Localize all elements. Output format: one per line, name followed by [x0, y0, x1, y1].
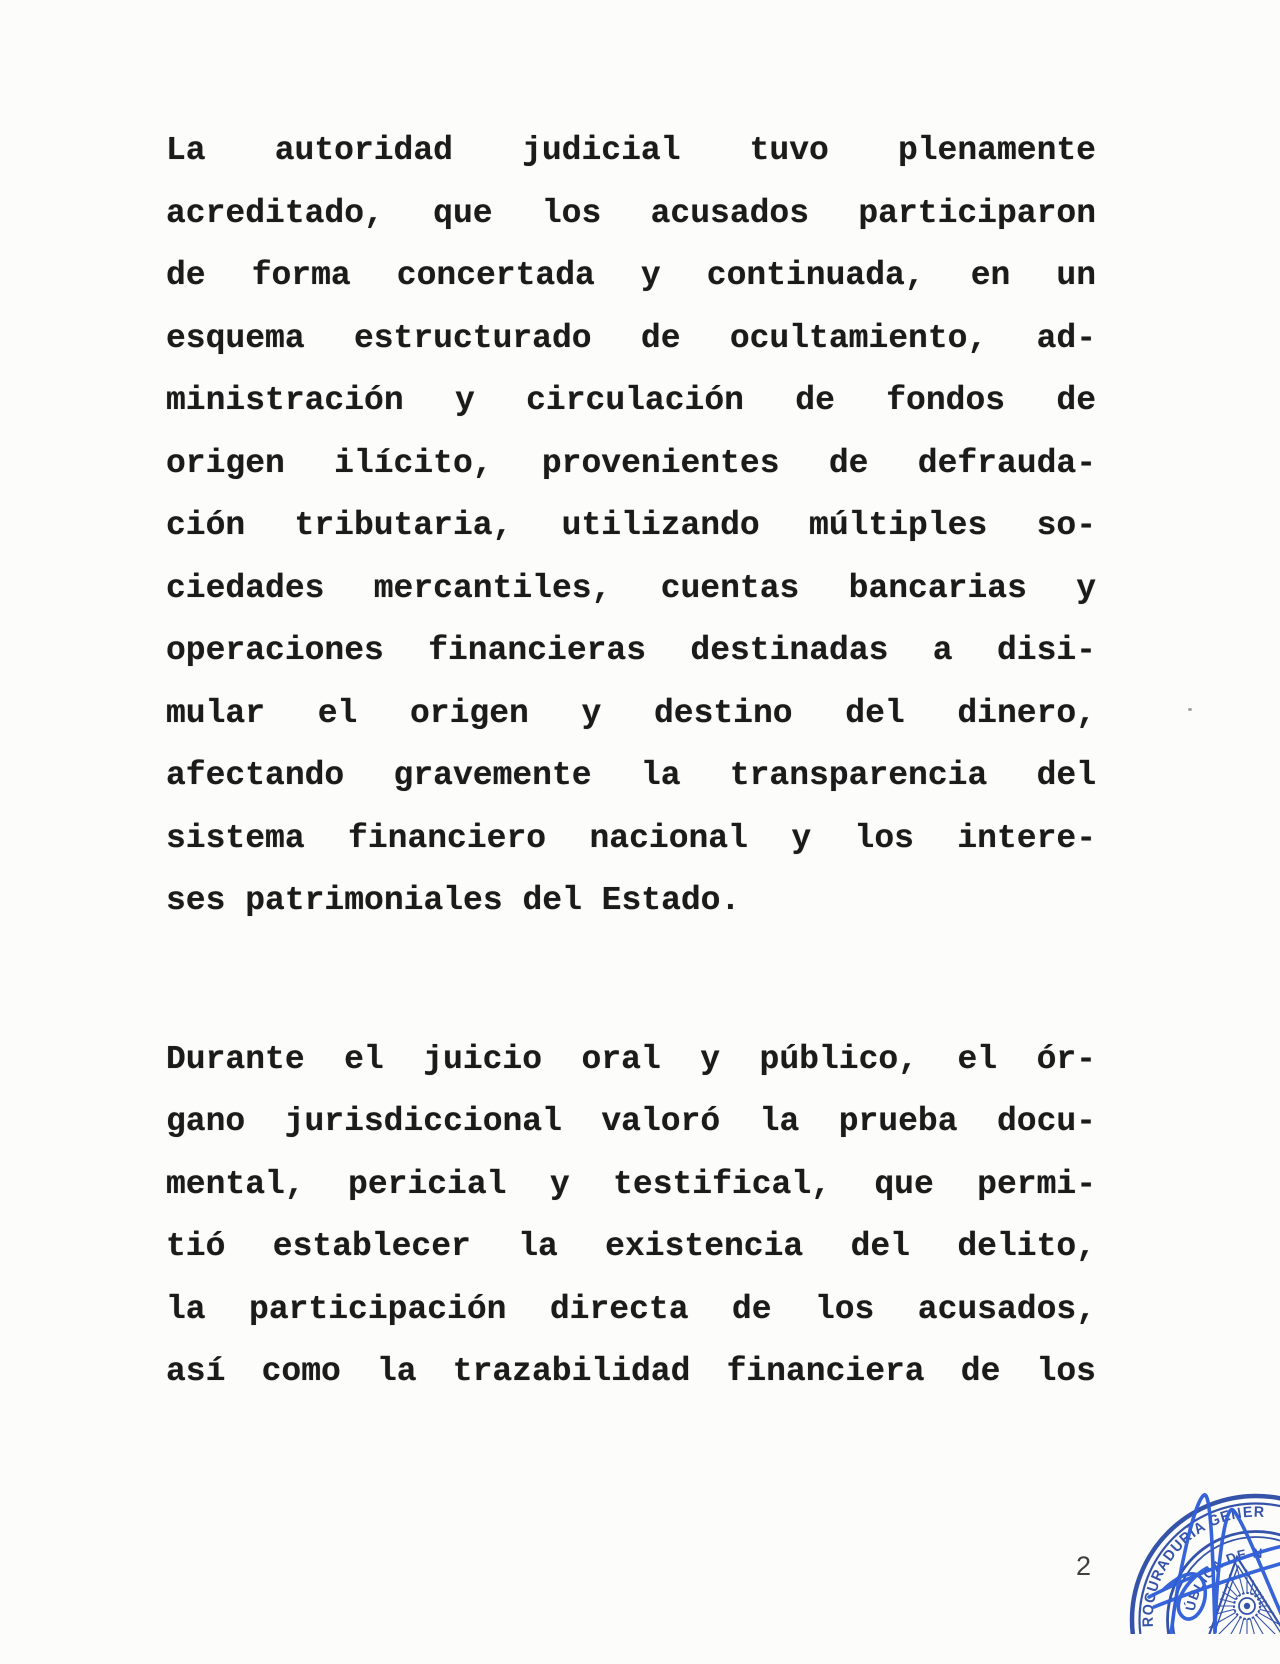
- stamp-outer-text: ROCURADURÍA GENER: [1139, 1503, 1266, 1628]
- scan-speck: [1188, 708, 1192, 711]
- stamp-eye: [1234, 1593, 1260, 1619]
- text-line: La autoridad judicial tuvo plenamente: [166, 132, 1096, 169]
- text-line: gano jurisdiccional valoró la prueba docu-: [166, 1103, 1096, 1140]
- paragraph-2: [166, 1029, 1096, 1404]
- text-line: mental, pericial y testifical, que permi-: [166, 1165, 1096, 1203]
- text-line: tió establecer la existencia del delito,: [166, 1228, 1096, 1265]
- text-line: operaciones financieras destinadas a disi-: [166, 632, 1096, 669]
- text-line: ministración y circulación de fondos de: [166, 382, 1096, 419]
- text-line: afectando gravemente la transparencia del: [166, 757, 1096, 794]
- page-number: 2: [1076, 1551, 1092, 1581]
- text-line: esquema estructurado de ocultamiento, ad-: [166, 319, 1096, 357]
- text-line: ses patrimoniales del Estado.: [166, 882, 741, 919]
- text-line: Durante el juicio oral y público, el ór-: [166, 1040, 1096, 1078]
- text-line: mular el origen y destino del dinero,: [166, 694, 1096, 732]
- paragraph-1: [166, 120, 1096, 933]
- text-line: acreditado, que los acusados participaron: [166, 194, 1096, 232]
- text-line: origen ilícito, provenientes de defrauda-: [166, 444, 1096, 482]
- notary-seal-stamp: [1120, 1488, 1280, 1634]
- text-line: ción tributaria, utilizando múltiples so-: [166, 507, 1096, 544]
- text-line: sistema financiero nacional y los intere-: [166, 819, 1096, 857]
- text-line: la participación directa de los acusados,: [166, 1290, 1096, 1328]
- document-text: [166, 120, 1096, 1404]
- text-line: de forma concertada y continuada, en un: [166, 257, 1096, 294]
- stamp-inner-text: ÚBLICA DE N: [1182, 1545, 1264, 1613]
- text-line: así como la trazabilidad financiera de los: [166, 1353, 1096, 1390]
- text-line: ciedades mercantiles, cuentas bancarias y: [166, 569, 1096, 607]
